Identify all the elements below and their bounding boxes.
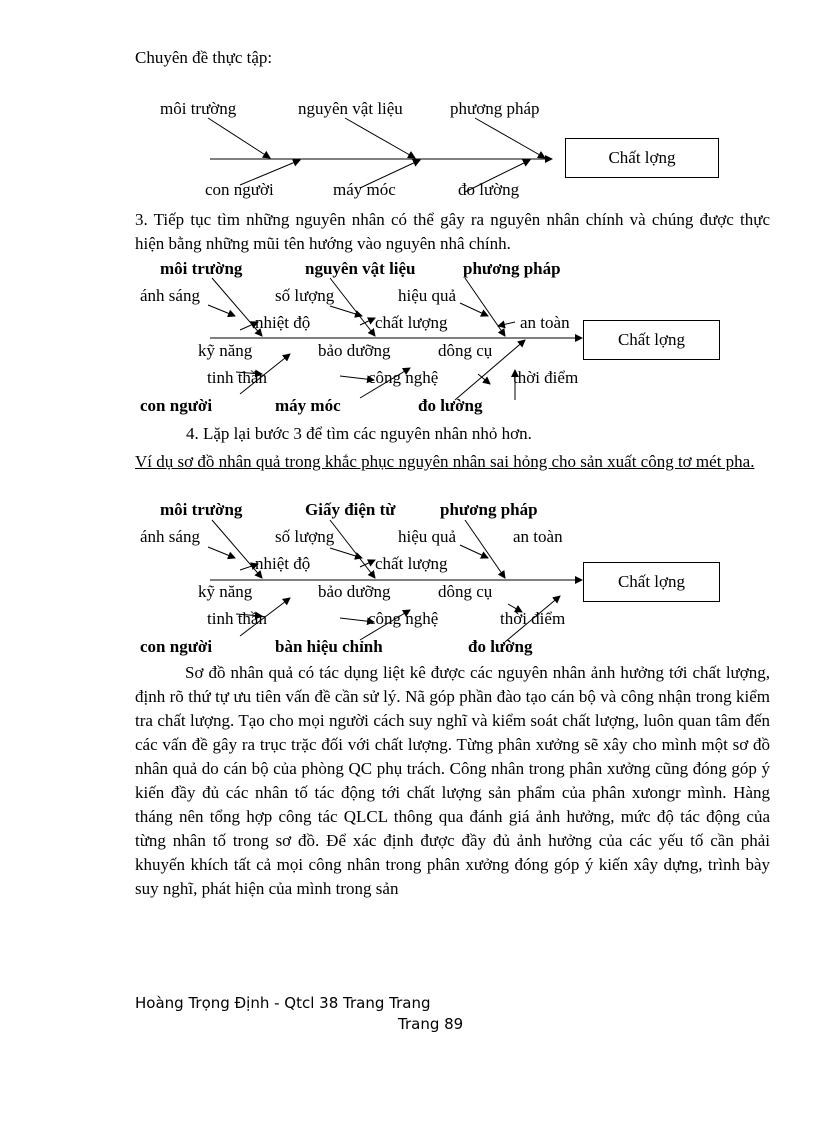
main-cause-bottom-2: máy móc: [275, 396, 341, 415]
sub-cause: bảo dưỡng: [318, 582, 391, 601]
main-cause-bottom-1: con người: [140, 396, 213, 415]
sub-cause: nhiệt độ: [255, 554, 311, 573]
footer-author: Hoàng Trọng Định - Qtcl 38 Trang Trang: [135, 994, 431, 1012]
main-cause-top-2: Giấy điện từ: [305, 500, 396, 519]
page-number: Trang 89: [398, 1015, 464, 1033]
effect-box: Chất lợng: [565, 138, 719, 178]
sub-cause: bảo dưỡng: [318, 341, 391, 360]
example-heading: Ví dụ sơ đồ nhân quả trong khắc phục nguyên nhân sai hỏng cho sản xuất công tơ mét pha.: [135, 452, 755, 471]
sub-cause: số lượng: [275, 527, 335, 546]
sub-cause: công nghệ: [368, 368, 439, 387]
sub-cause: tinh thần: [207, 609, 267, 628]
main-cause-top-2: nguyên vật liệu: [305, 259, 416, 278]
sub-cause: tinh thần: [207, 368, 267, 387]
main-cause-top-1: môi trường: [160, 500, 243, 519]
sub-cause: công nghệ: [368, 609, 439, 628]
sub-cause: hiệu quả: [398, 286, 457, 305]
sub-cause: dông cụ: [438, 341, 493, 360]
sub-cause: hiệu quả: [398, 527, 457, 546]
section-title: Chuyên đề thực tập:: [135, 48, 273, 67]
sub-cause: số lượng: [275, 286, 335, 305]
main-cause-top-1: môi trường: [160, 259, 243, 278]
step3-text: 3. Tiếp tục tìm những nguyên nhân có thể gây ra nguyên nhân chính và chúng được thực hiện bằng những mũi tên hướng vào nguyên nhâ chính.: [135, 210, 770, 253]
main-cause-top-3: phương pháp: [440, 500, 538, 519]
sub-cause: chất lượng: [375, 313, 448, 332]
cause-bottom-2: máy móc: [333, 180, 396, 199]
effect-box: Chất lợng: [583, 562, 720, 602]
sub-cause: nhiệt độ: [255, 313, 311, 332]
step4-text: 4. Lặp lại bước 3 để tìm các nguyên nhân nhỏ hơn.: [186, 424, 532, 443]
sub-cause: dông cụ: [438, 582, 493, 601]
effect-box: Chất lợng: [583, 320, 720, 360]
sub-cause: an toàn: [520, 313, 570, 332]
cause-bottom-1: con người: [205, 180, 274, 199]
cause-bottom-3: đo lường: [458, 180, 520, 199]
sub-cause: thời điểm: [513, 368, 579, 387]
cause-top-2: nguyên vật liệu: [298, 99, 403, 118]
main-cause-bottom-2: bàn hiệu chỉnh: [275, 637, 383, 656]
sub-cause: kỹ năng: [198, 582, 253, 601]
sub-cause: ánh sáng: [140, 527, 200, 546]
main-cause-bottom-3: đo lường: [468, 637, 533, 656]
sub-cause: an toàn: [513, 527, 563, 546]
main-cause-bottom-3: đo lường: [418, 396, 483, 415]
main-cause-bottom-1: con người: [140, 637, 213, 656]
cause-top-3: phương pháp: [450, 99, 540, 118]
sub-cause: kỹ năng: [198, 341, 253, 360]
sub-cause: ánh sáng: [140, 286, 200, 305]
cause-top-1: môi trường: [160, 99, 237, 118]
body-paragraph: Sơ đồ nhân quả có tác dụng liệt kê được các nguyên nhân ảnh hưởng tới chất lượng, định rõ thứ tự ưu tiên vấn đề cần sử lý. Nã góp phần đào tạo cán bộ và công nhận trong kiểm tra chất lượng. Tạo cho mọi người cách suy nghĩ và kiểm soát chất lượng, luôn quan tâm đến các vấn đề gây ra trục trặc đối với chất lượng. Từng phân xưởng sẽ xây cho mình một sơ đồ nhân quả do cán bộ của phòng QC phụ trách. Công nhân trong phân xưởng cũng đóng góp ý kiến đầy đủ các nhân tố tác động tới chất lượng sản phẩm của phân xưongr mình. Hàng tháng nên tổng hợp công tác QLCL thông qua đánh giá ảnh hưởng, mức độ tác động của từng nhân tố trong sơ đồ. Để xác định được đầy đủ ảnh hưởng của các yếu tố cần phải khuyến khích tất cả mọi công nhân trong phân xưởng đóng góp ý kiến xây dựng, trình bày suy nghĩ, phát hiện của mình trong sản: [135, 663, 770, 898]
main-cause-top-3: phương pháp: [463, 259, 561, 278]
sub-cause: thời điểm: [500, 609, 566, 628]
sub-cause: chất lượng: [375, 554, 448, 573]
